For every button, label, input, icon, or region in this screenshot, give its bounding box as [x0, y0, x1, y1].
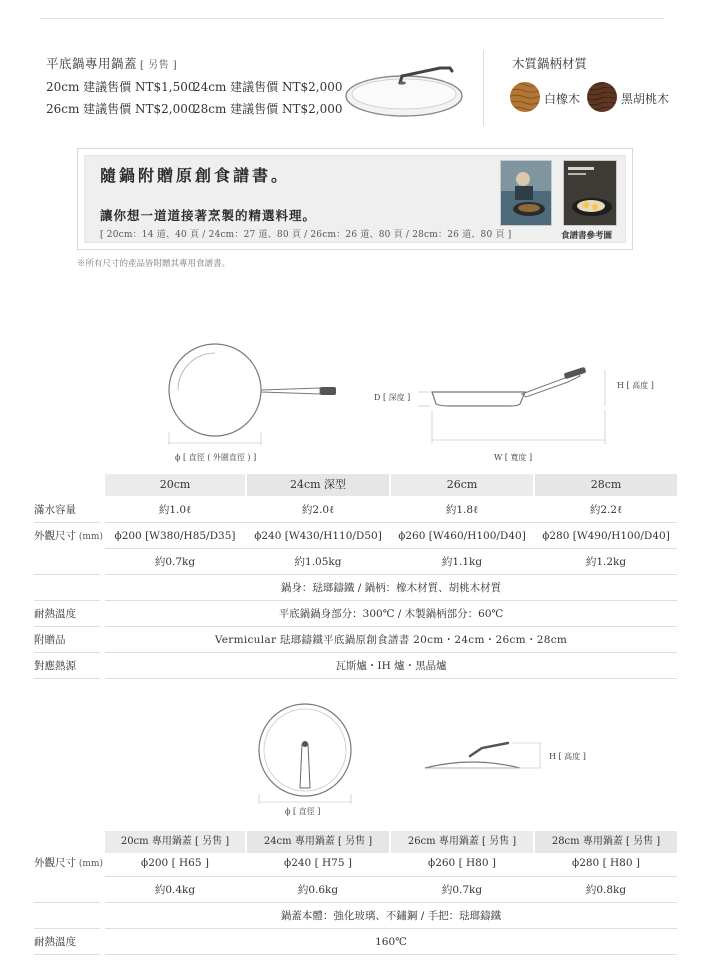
lid-dimensions-label-text: 外觀尺寸 — [34, 857, 76, 869]
table-cell: ϕ260 [W460/H100/D40] — [398, 530, 526, 542]
table-cell: ϕ280 [W490/H100/D40] — [542, 530, 670, 542]
lid-col-header-20cm: 20cm 專用鍋蓋 [ 另售 ] — [105, 831, 245, 853]
col-header-28cm: 28cm — [535, 474, 677, 496]
pan-material: 鍋身：琺瑯鑄鐵 / 鍋柄：橡木材質、胡桃木材質 — [280, 582, 502, 594]
lid-height-label: H [ 高度 ] — [549, 752, 586, 761]
width-label: W [ 寬度 ] — [494, 453, 533, 462]
row-divider — [105, 954, 677, 955]
table-cell: 約2.0ℓ — [301, 504, 335, 516]
table-cell: ϕ200 [ H65 ] — [141, 857, 209, 869]
depth-label: D [ 深度 ] — [374, 393, 411, 402]
table-cell: 約0.6kg — [297, 884, 339, 896]
lid-material: 鍋蓋本體：強化玻璃、不鏽鋼 / 手把：琺瑯鑄鐵 — [280, 910, 502, 922]
pan-dimension-diagram — [160, 340, 680, 470]
lid-row-label-heat: 耐熱溫度 — [34, 936, 76, 948]
lid-col-header-24cm: 24cm 專用鍋蓋 [ 另售 ] — [247, 831, 389, 853]
col-header-20cm: 20cm — [105, 474, 245, 496]
price-20cm: 20cm 建議售價 NT$1,500 — [46, 80, 196, 94]
table-cell: 約1.05kg — [294, 556, 342, 568]
lid-heat-resistance: 160℃ — [375, 936, 407, 948]
row-divider — [34, 678, 100, 679]
recipe-subheading: 讓你想一道道接著烹製的精選料理。 — [100, 208, 317, 223]
dimensions-label-text: 外觀尺寸 — [34, 530, 76, 542]
row-label-capacity: 滿水容量 — [34, 504, 76, 516]
recipe-book-cover-2 — [563, 160, 617, 226]
table-cell: 約1.2kg — [585, 556, 627, 568]
col-header-26cm: 26cm — [391, 474, 533, 496]
col-header-24cm: 24cm 深型 — [247, 474, 389, 496]
row-label-heat: 耐熱溫度 — [34, 608, 76, 620]
walnut-swatch — [587, 82, 617, 112]
footnote: ※所有尺寸的產品皆附贈其專用食譜書。 — [77, 259, 231, 269]
table-cell: ϕ260 [ H80 ] — [428, 857, 496, 869]
dimensions-unit: (mm) — [76, 532, 103, 542]
vertical-divider — [483, 50, 484, 126]
diameter-label: ϕ [ 直徑 ( 外圍直徑 ) ] — [175, 453, 257, 462]
table-cell: 約0.4kg — [154, 884, 196, 896]
table-cell: 約2.2ℓ — [589, 504, 623, 516]
price-24cm: 24cm 建議售價 NT$2,000 — [193, 80, 343, 94]
book-caption: 食譜書參考圖 — [561, 231, 613, 241]
lid-section-title — [46, 54, 177, 72]
row-label-dimensions — [34, 523, 103, 549]
table-cell: ϕ240 [W430/H110/D50] — [254, 530, 382, 542]
table-cell: 約0.8kg — [585, 884, 627, 896]
row-divider — [34, 954, 100, 955]
white-oak-swatch — [510, 82, 540, 112]
row-divider — [105, 678, 677, 679]
walnut-label: 黑胡桃木 — [621, 92, 670, 106]
height-label: H [ 高度 ] — [617, 381, 654, 390]
lid-row-label-dimensions — [34, 850, 103, 876]
pan-gift: Vermicular 琺瑯鑄鐵平底鍋原創食譜書 20cm・24cm・26cm・28cm — [214, 634, 568, 646]
lid-col-header-28cm: 28cm 專用鍋蓋 [ 另售 ] — [535, 831, 677, 853]
lid-title-tag: [ 另售 ] — [140, 60, 178, 71]
row-label-gift: 附贈品 — [34, 634, 66, 646]
table-cell: ϕ240 [ H75 ] — [284, 857, 352, 869]
row-label-heat-source: 對應熱源 — [34, 660, 76, 672]
lid-col-header-26cm: 26cm 專用鍋蓋 [ 另售 ] — [391, 831, 533, 853]
recipe-book-cover-1 — [500, 160, 552, 226]
table-cell: 約0.7kg — [441, 884, 483, 896]
row-divider — [34, 574, 100, 575]
recipe-heading: 隨鍋附贈原創食譜書。 — [100, 166, 291, 185]
pan-heat-source: 瓦斯爐・IH 爐・黑晶爐 — [335, 660, 447, 672]
lid-photo — [340, 58, 472, 120]
wood-section-title: 木質鍋柄材質 — [512, 56, 588, 71]
recipe-detail: [ 20cm：14 道、40 頁 / 24cm：27 道、80 頁 / 26cm：26 道、80 頁 / 28cm：26 道、80 頁 ] — [100, 230, 512, 240]
white-oak-label: 白橡木 — [544, 92, 581, 106]
table-cell: 約1.1kg — [441, 556, 483, 568]
price-28cm: 28cm 建議售價 NT$2,000 — [193, 102, 343, 116]
lid-diameter-label: ϕ [ 直徑 ] — [285, 807, 321, 816]
table-cell: 約1.8ℓ — [445, 504, 479, 516]
table-cell: ϕ280 [ H80 ] — [572, 857, 640, 869]
lid-dimensions-unit: (mm) — [76, 859, 103, 869]
lid-title-text: 平底鍋專用鍋蓋 — [46, 56, 138, 71]
pan-heat-resistance: 平底鍋鍋身部分：300℃ / 木製鍋柄部分：60℃ — [278, 608, 504, 620]
price-26cm: 26cm 建議售價 NT$2,000 — [46, 102, 196, 116]
table-cell: 約1.0ℓ — [158, 504, 192, 516]
row-divider — [34, 902, 100, 903]
table-cell: 約0.7kg — [154, 556, 196, 568]
table-cell: ϕ200 [W380/H85/D35] — [114, 530, 236, 542]
top-divider — [40, 18, 664, 19]
lid-dimension-diagram — [250, 700, 600, 810]
